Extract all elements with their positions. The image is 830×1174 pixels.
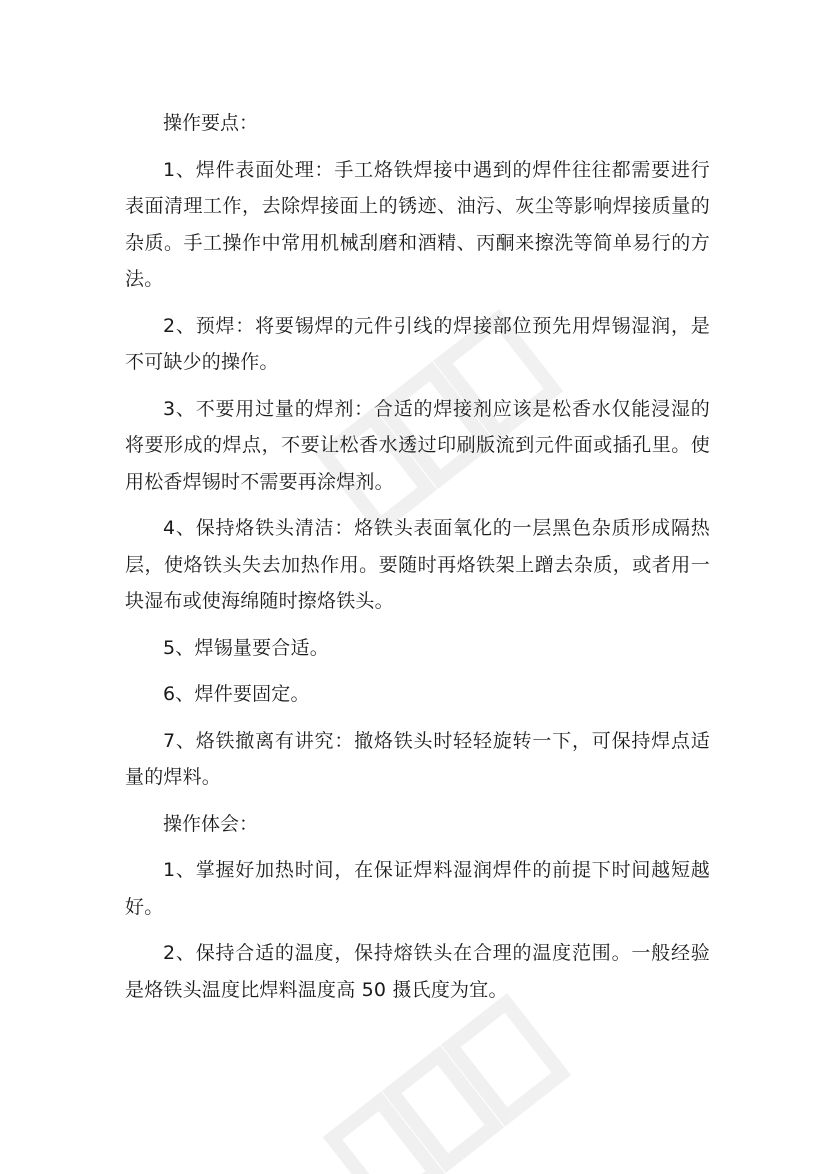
point-2: 2、预焊：将要锡焊的元件引线的焊接部位预先用焊锡湿润，是不可缺少的操作。 <box>125 314 710 373</box>
experience-1: 1、掌握好加热时间，在保证焊料湿润焊件的前提下时间越短越好。 <box>125 859 710 918</box>
point-7: 7、烙铁撤离有讲究：撤烙铁头时轻轻旋转一下，可保持焊点适量的焊料。 <box>125 729 710 788</box>
document-body <box>125 105 710 1018</box>
experience-2: 2、保持合适的温度，保持熔铁头在合理的温度范围。一般经验是烙铁头温度比焊料温度高 50 摄氏度为宜。 <box>125 942 710 1001</box>
watermark-stamp-lower <box>333 1003 562 1174</box>
section-heading-operation-points: 操作要点： <box>163 112 259 134</box>
point-5: 5、焊锡量要合适。 <box>163 636 329 659</box>
point-3: 3、不要用过量的焊剂：合适的焊接剂应该是松香水仅能浸湿的将要形成的焊点，不要让松香水透过印刷版流到元件面或插孔里。使用松香焊锡时不需要再涂焊剂。 <box>125 397 710 493</box>
point-1: 1、焊件表面处理：手工烙铁焊接中遇到的焊件往往都需要进行表面清理工作，去除焊接面上的锈迹、油污、灰尘等影响焊接质量的杂质。手工操作中常用机械刮磨和酒精、丙酮来擦洗等简单易行的方法。 <box>125 158 710 290</box>
section-heading-experience: 操作体会： <box>163 812 259 835</box>
point-6: 6、焊件要固定。 <box>163 683 310 705</box>
point-4: 4、保持烙铁头清洁：烙铁头表面氧化的一层黑色杂质形成隔热层，使烙铁头失去加热作用。要随时再烙铁架上蹭去杂质，或者用一块湿布或使海绵随时擦烙铁头。 <box>125 517 710 612</box>
